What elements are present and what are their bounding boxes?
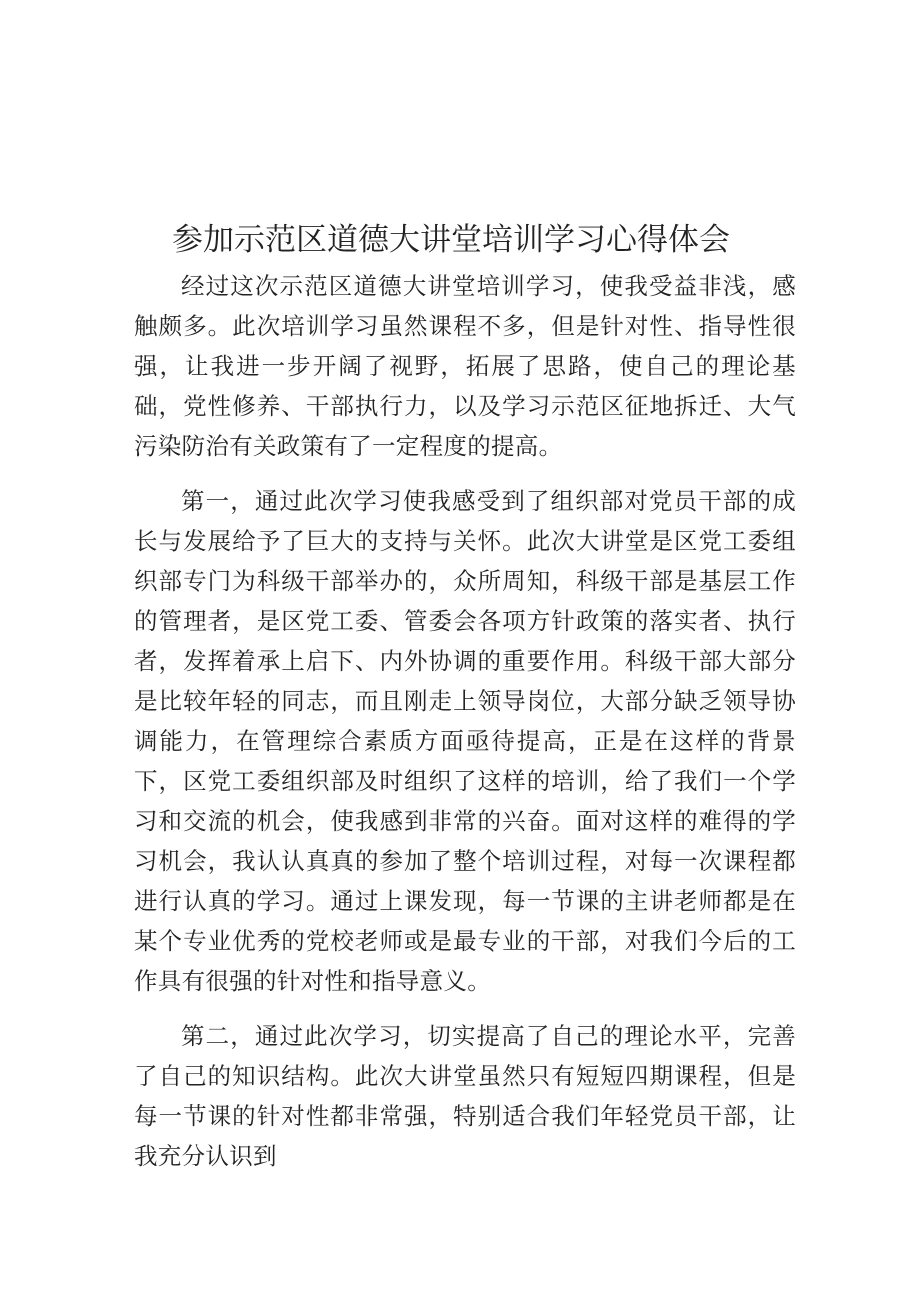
paragraph-first-point: 第一，通过此次学习使我感受到了组织部对党员干部的成长与发展给予了巨大的支持与关怀。此次大讲堂是区党工委组织部专门为科级干部举办的，众所周知，科级干部是基层工作的管理者，是区党工委、管委会各项方针政策的落实者、执行者，发挥着承上启下、内外协调的重要作用。科级干部大部分是比较年轻的同志，而且刚走上领导岗位，大部分缺乏领导协调能力，在管理综合素质方面亟待提高，正是在这样的背景下，区党工委组织部及时组织了这样的培训，给了我们一个学习和交流的机会，使我感到非常的兴奋。面对这样的难得的学习机会，我认认真真的参加了整个培训过程，对每一次课程都进行认真的学习。通过上课发现，每一节课的主讲老师都是在某个专业优秀的党校老师或是最专业的干部，对我们今后的工作具有很强的针对性和指导意义。: [134, 487, 796, 995]
paragraph-second-point: 第二，通过此次学习，切实提高了自己的理论水平，完善了自己的知识结构。此次大讲堂虽然只有短短四期课程，但是每一节课的针对性都非常强，特别适合我们年轻党员干部，让我充分认识到: [134, 1022, 796, 1170]
document-body: [134, 266, 796, 1191]
paragraph-intro: 经过这次示范区道德大讲堂培训学习，使我受益非浅，感触颇多。此次培训学习虽然课程不多，但是针对性、指导性很强，让我进一步开阔了视野，拓展了思路，使自己的理论基础，党性修养、干部执行力，以及学习示范区征地拆迁、大气污染防治有关政策有了一定程度的提高。: [134, 272, 796, 460]
document-title: 参加示范区道德大讲堂培训学习心得体会: [172, 222, 730, 258]
